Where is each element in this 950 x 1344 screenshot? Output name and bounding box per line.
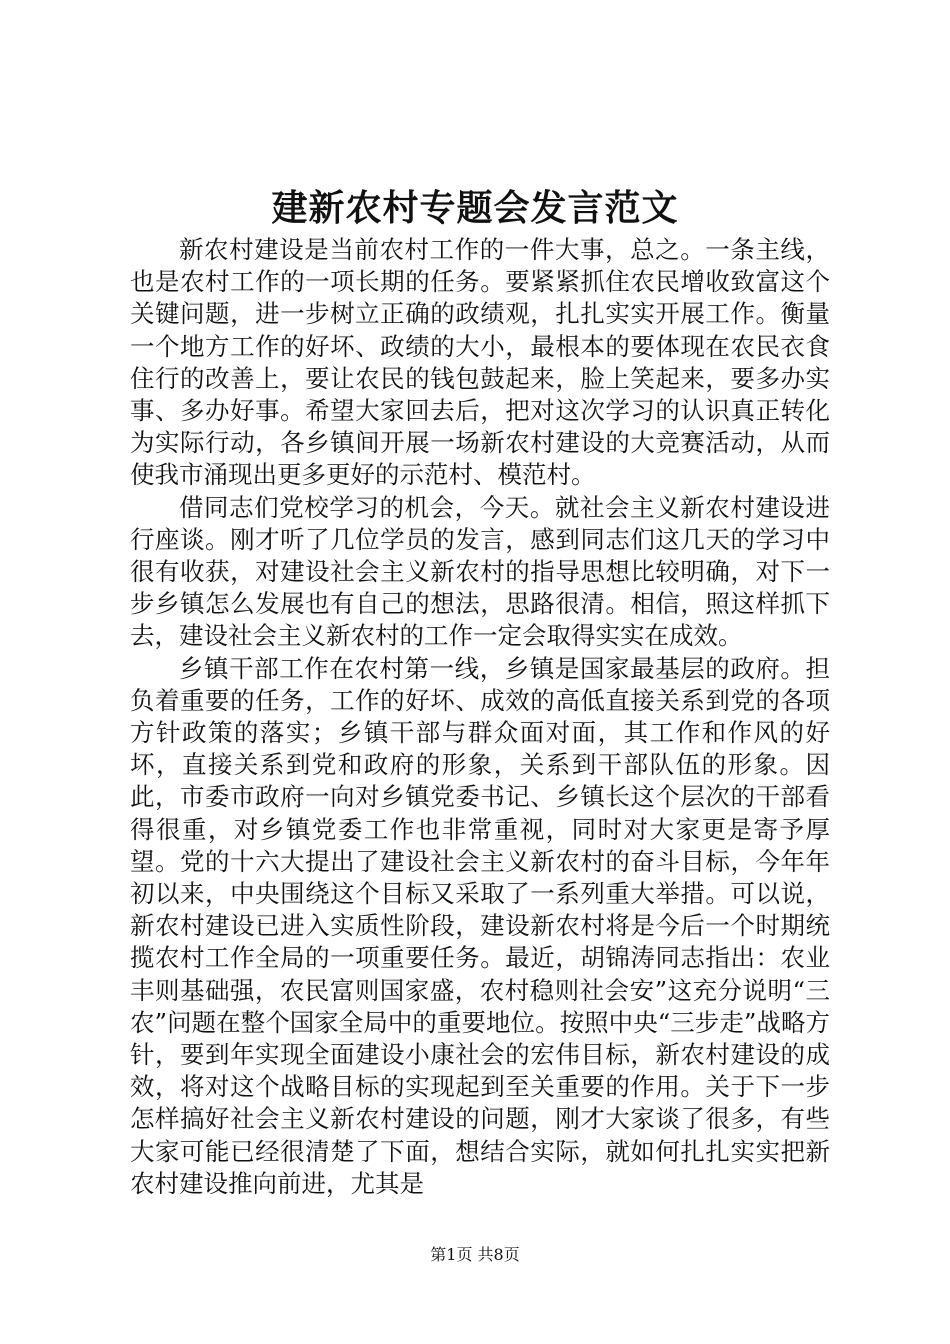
- paragraph: 新农村建设是当前农村工作的一件大事，总之。一条主线，也是农村工作的一项长期的任务。要紧紧抓住农民增收致富这个关键问题，进一步树立正确的政绩观，扎扎实实开展工作。衡量一个地方工作的好坏、政绩的大小，最根本的要体现在农民衣食住行的改善上，要让农民的钱包鼓起来，脸上笑起来，要多办实事、多办好事。希望大家回去后，把对这次学习的认识真正转化为实际行动，各乡镇间开展一场新农村建设的大竞赛活动，从而使我市涌现出更多更好的示范村、模范村。: [130, 235, 830, 490]
- document-title: 建新农村专题会发言范文: [271, 187, 679, 229]
- paragraph: 借同志们党校学习的机会，今天。就社会主义新农村建设进行座谈。刚才听了几位学员的发言，感到同志们这几天的学习中很有收获，对建设社会主义新农村的指导思想比较明确，对下一步乡镇怎么发展也有自己的想法，思路很清。相信，照这样抓下去，建设社会主义新农村的工作一定会取得实实在成效。: [130, 492, 830, 651]
- document-body: [130, 234, 830, 1200]
- page-number: 第1页 共8页: [430, 1245, 520, 1264]
- paragraph: 乡镇干部工作在农村第一线，乡镇是国家最基层的政府。担负着重要的任务，工作的好坏、成效的高低直接关系到党的各项方针政策的落实；乡镇干部与群众面对面，其工作和作风的好坏，直接关系到党和政府的形象，关系到干部队伍的形象。因此，市委市政府一向对乡镇党委书记、乡镇长这个层次的干部看得很重，对乡镇党委工作也非常重视，同时对大家更是寄予厚望。党的十六大提出了建设社会主义新农村的奋斗目标，今年年初以来，中央围绕这个目标又采取了一系列重大举措。可以说，新农村建设已进入实质性阶段，建设新农村将是今后一个时期统揽农村工作全局的一项重要任务。最近，胡锦涛同志指出：农业丰则基础强，农民富则国家盛，农村稳则社会安”这充分说明“三农”问题在整个国家全局中的重要地位。按照中央“三步走”战略方针，要到年实现全面建设小康社会的宏伟目标，新农村建设的成效，将对这个战略目标的实现起到至关重要的作用。关于下一步怎样搞好社会主义新农村建设的问题，刚才大家谈了很多，有些大家可能已经很清楚了下面，想结合实际，就如何扎扎实实把新农村建设推向前进，尤其是: [130, 653, 830, 1198]
